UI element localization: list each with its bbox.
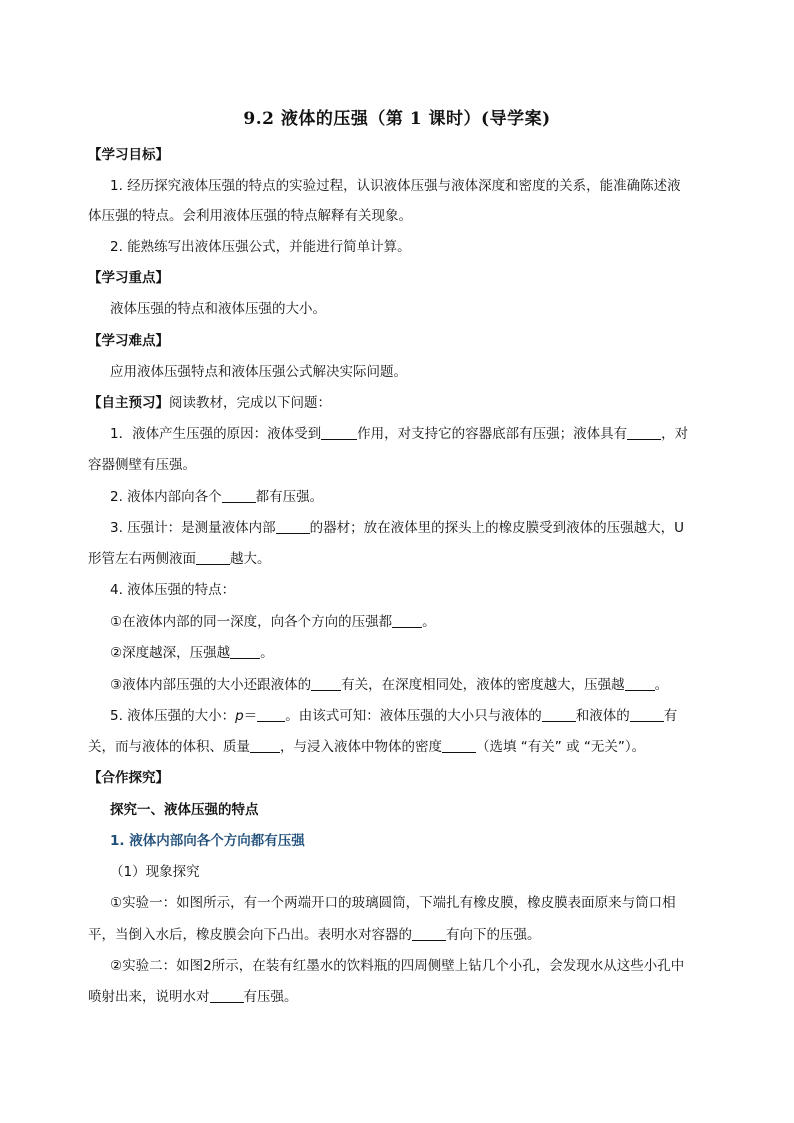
q4-2-text-b: 。 — [260, 645, 274, 661]
page-title: 9.2 液体的压强（第 1 课时）(导学案) — [243, 109, 551, 129]
q5-equals: ＝ — [243, 708, 258, 724]
exp2-text-a: 喷射出来，说明水对 — [88, 989, 210, 1005]
answer-blank[interactable] — [257, 708, 285, 722]
preview-q1-line-2: 容器侧壁有压强。 — [88, 457, 196, 473]
q4-3-text-c: 。 — [654, 677, 669, 693]
q3-text-b: 的器材；放在液体里的探头上的橡皮膜受到液体的压强越大，U — [309, 520, 685, 536]
experiment-2-line-1: ②实验二：如图2所示，在装有红墨水的饮料瓶的四周侧壁上钻几个小孔，会发现水从这些小孔中 — [110, 958, 685, 974]
q5-symbol-p: p — [235, 708, 244, 724]
exp1-text-b: 有向下的压强。 — [446, 927, 541, 943]
answer-blank[interactable] — [210, 989, 244, 1003]
answer-blank[interactable] — [630, 708, 664, 722]
answer-blank[interactable] — [392, 614, 422, 628]
preview-q3-line-2 — [88, 549, 271, 569]
preview-heading: 【自主预习】 — [88, 395, 169, 411]
experiment-1-line-1: ①实验一：如图所示，有一个两端开口的玻璃圆筒，下端扎有橡皮膜，橡皮膜表面原来与筒口相 — [110, 895, 676, 911]
q4-1-text-b: 。 — [422, 614, 436, 630]
q4-3-text-a: ③液体内部压强的大小还跟液体的 — [110, 677, 312, 693]
preview-intro: 阅读教材，完成以下问题： — [169, 395, 331, 411]
answer-blank[interactable] — [311, 677, 341, 691]
preview-q4-point-3 — [110, 675, 668, 695]
preview-q4: 4. 液体压强的特点： — [110, 582, 236, 598]
answer-blank[interactable] — [222, 489, 256, 503]
q1-text-c: ，对 — [661, 426, 689, 442]
difficulty-heading: 【学习难点】 — [88, 333, 169, 349]
q3-text-c: 形管左右两侧液面 — [88, 551, 196, 567]
q1-text-a: 1．液体产生压强的原因：液体受到 — [110, 426, 322, 442]
answer-blank[interactable] — [276, 520, 310, 534]
difficulty-text: 应用液体压强特点和液体压强公式解决实际问题。 — [110, 364, 407, 380]
answer-blank[interactable] — [542, 708, 576, 722]
preview-q3-line-1 — [110, 518, 684, 538]
answer-blank[interactable] — [625, 677, 655, 691]
q3-text-d: 越大。 — [230, 551, 271, 567]
q4-3-text-b: 有关，在深度相同处，液体的密度越大，压强越 — [341, 677, 625, 693]
preview-q4-point-2 — [110, 643, 274, 663]
q5-text-d: 有 — [663, 708, 678, 724]
q4-1-text-a: ①在液体内部的同一深度，向各个方向的压强都 — [110, 614, 393, 630]
explore-phenomenon-title: （1）现象探究 — [110, 864, 200, 880]
q3-text-a: 3. 压强计：是测量液体内部 — [110, 520, 276, 536]
answer-blank[interactable] — [230, 645, 260, 659]
preview-heading-line — [88, 393, 331, 413]
q5-line2-text-a: 关，而与液体的体积、质量 — [88, 739, 250, 755]
q5-text-b: 。由该式可知：液体压强的大小只与液体的 — [285, 708, 542, 724]
q5-line2-text-c: （选填 “有关” 或 “无关”）。 — [476, 739, 646, 755]
explore-section-title: 探究一、液体压强的特点 — [110, 802, 259, 818]
preview-q2 — [110, 487, 323, 507]
experiment-2-line-2 — [88, 987, 298, 1007]
q2-text-b: 都有压强。 — [255, 489, 324, 505]
q4-2-text-a: ②深度越深，压强越 — [110, 645, 231, 661]
explore-heading: 【合作探究】 — [88, 770, 169, 786]
preview-q1-line-1 — [110, 424, 688, 444]
exp1-text-a: 平，当倒入水后，橡皮膜会向下凸出。表明水对容器的 — [88, 927, 412, 943]
q5-line2-text-b: ，与浸入液体中物体的密度 — [280, 739, 442, 755]
q5-text-c: 和液体的 — [575, 708, 630, 724]
answer-blank[interactable] — [412, 927, 446, 941]
preview-q5-line-2 — [88, 737, 645, 757]
q1-text-b: 作用，对支持它的容器底部有压强；液体具有 — [357, 426, 628, 442]
answer-blank[interactable] — [321, 426, 357, 440]
exp2-text-b: 有压强。 — [243, 989, 298, 1005]
answer-blank[interactable] — [627, 426, 661, 440]
answer-blank[interactable] — [196, 551, 230, 565]
q5-text-a: 5. 液体压强的大小： — [110, 708, 236, 724]
explore-subsection-title: 1. 液体内部向各个方向都有压强 — [110, 833, 305, 849]
focus-text: 液体压强的特点和液体压强的大小。 — [110, 301, 326, 317]
preview-q5-line-1 — [110, 706, 677, 726]
q2-text-a: 2. 液体内部向各个 — [110, 489, 222, 505]
goal-item-1-line-1: 1. 经历探究液体压强的特点的实验过程，认识液体压强与液体深度和密度的关系，能准确陈述液 — [110, 178, 681, 194]
goals-heading: 【学习目标】 — [88, 147, 169, 163]
answer-blank[interactable] — [250, 739, 280, 753]
answer-blank[interactable] — [442, 739, 476, 753]
preview-q4-point-1 — [110, 612, 436, 632]
goal-item-2: 2. 能熟练写出液体压强公式，并能进行简单计算。 — [110, 239, 411, 255]
goal-item-1-line-2: 体压强的特点。会利用液体压强的特点解释有关现象。 — [88, 208, 412, 224]
experiment-1-line-2 — [88, 925, 541, 945]
focus-heading: 【学习重点】 — [88, 270, 169, 286]
